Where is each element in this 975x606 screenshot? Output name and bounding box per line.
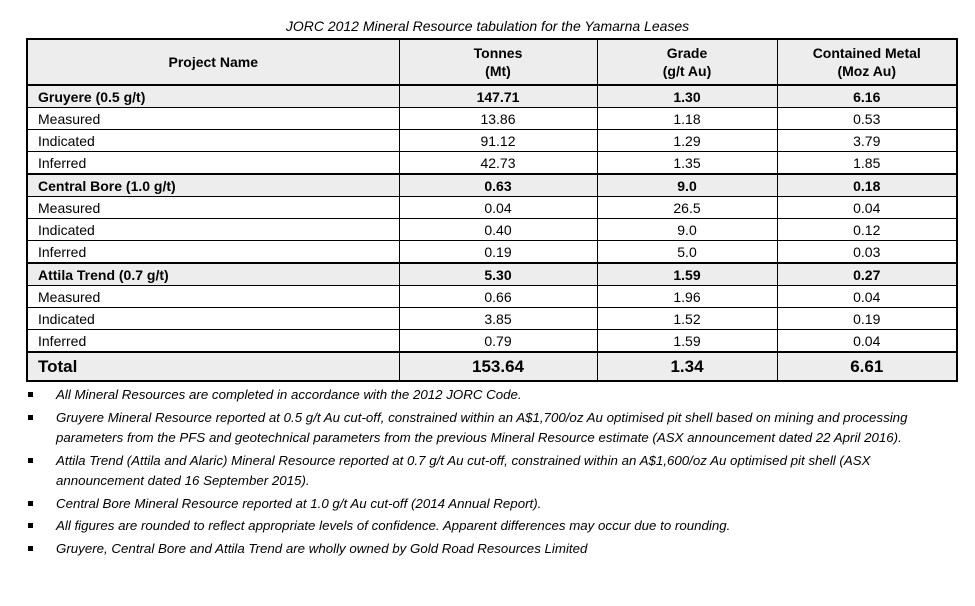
project-name-cell: Measured: [27, 108, 399, 130]
footnote-text: Central Bore Mineral Resource reported at 1.0 g/t Au cut-off (2014 Annual Report).: [56, 495, 542, 511]
grade-cell: 1.29: [597, 130, 777, 152]
table-row: [27, 152, 957, 175]
header-metal-label: Contained Metal: [812, 45, 921, 61]
tonnes-cell: 153.64: [399, 352, 597, 381]
grade-cell: 1.59: [597, 330, 777, 353]
grade-cell: 1.35: [597, 152, 777, 175]
header-grade: [597, 39, 777, 85]
header-tonnes: [399, 39, 597, 85]
tonnes-cell: 0.40: [399, 219, 597, 241]
table-row: [27, 308, 957, 330]
grade-cell: 9.0: [597, 219, 777, 241]
tonnes-cell: 3.85: [399, 308, 597, 330]
tonnes-cell: 13.86: [399, 108, 597, 130]
grade-cell: 9.0: [597, 174, 777, 197]
footnote-text: Gruyere Mineral Resource reported at 0.5 g/t Au cut-off, constrained within an A$1,700/oz Au optimised pit shell based on mining and processing parameters from the PFS and geotechnical parameters from the previous Mineral Resource estimate (ASX announcement dated 22 April 2016).: [56, 409, 908, 445]
header-grade-unit: (g/t Au): [662, 63, 712, 79]
grade-cell: 1.30: [597, 85, 777, 108]
tonnes-cell: 0.19: [399, 241, 597, 264]
table-row: [27, 219, 957, 241]
footnotes-list: [26, 385, 961, 561]
grade-cell: 1.96: [597, 286, 777, 308]
group-summary-row: [27, 174, 957, 197]
grade-cell: 1.34: [597, 352, 777, 381]
grade-cell: 5.0: [597, 241, 777, 264]
table-body: [27, 85, 957, 381]
contained-metal-cell: 0.18: [777, 174, 957, 197]
group-summary-row: [27, 263, 957, 286]
tonnes-cell: 0.66: [399, 286, 597, 308]
table-caption: JORC 2012 Mineral Resource tabulation for the Yamarna Leases: [285, 18, 690, 34]
contained-metal-cell: 0.04: [777, 286, 957, 308]
contained-metal-cell: 0.04: [777, 197, 957, 219]
tonnes-cell: 0.04: [399, 197, 597, 219]
tonnes-cell: 5.30: [399, 263, 597, 286]
contained-metal-cell: 0.19: [777, 308, 957, 330]
project-name-cell: Inferred: [27, 241, 399, 264]
table-row: [27, 241, 957, 264]
grade-cell: 1.18: [597, 108, 777, 130]
footnote-item: [26, 408, 961, 449]
project-name-cell: Gruyere (0.5 g/t): [27, 85, 399, 108]
header-contained-metal: [777, 39, 957, 85]
tonnes-cell: 0.79: [399, 330, 597, 353]
square-bullet-icon: [28, 415, 33, 420]
project-name-cell: Indicated: [27, 130, 399, 152]
square-bullet-icon: [28, 458, 33, 463]
footnote-text: Attila Trend (Attila and Alaric) Mineral Resource reported at 0.7 g/t Au cut-off, constrained within an A$1,600/oz Au optimised pit shell (ASX announcement dated 16 September 2015).: [56, 452, 871, 488]
grade-cell: 26.5: [597, 197, 777, 219]
table-row: [27, 197, 957, 219]
header-project-name: Project Name: [27, 39, 399, 85]
table-row: [27, 130, 957, 152]
tonnes-cell: 91.12: [399, 130, 597, 152]
footnote-item: [26, 516, 961, 537]
square-bullet-icon: [28, 501, 33, 506]
table-row: [27, 286, 957, 308]
table-row: [27, 330, 957, 353]
header-row: [27, 39, 957, 85]
contained-metal-cell: 3.79: [777, 130, 957, 152]
project-name-cell: Indicated: [27, 219, 399, 241]
footnote-item: [26, 494, 961, 515]
grade-cell: 1.59: [597, 263, 777, 286]
header-grade-label: Grade: [666, 45, 708, 61]
contained-metal-cell: 0.12: [777, 219, 957, 241]
project-name-cell: Indicated: [27, 308, 399, 330]
tonnes-cell: 147.71: [399, 85, 597, 108]
footnote-text: Gruyere, Central Bore and Attila Trend are wholly owned by Gold Road Resources Limited: [56, 540, 588, 556]
mineral-resource-table: [26, 38, 958, 382]
project-name-cell: Measured: [27, 286, 399, 308]
square-bullet-icon: [28, 523, 33, 528]
header-metal-unit: (Moz Au): [837, 63, 897, 79]
total-row: [27, 352, 957, 381]
square-bullet-icon: [28, 392, 33, 397]
contained-metal-cell: 6.16: [777, 85, 957, 108]
project-name-cell: Measured: [27, 197, 399, 219]
group-summary-row: [27, 85, 957, 108]
header-tonnes-label: Tonnes: [473, 45, 523, 61]
tonnes-cell: 42.73: [399, 152, 597, 175]
footnote-text: All Mineral Resources are completed in accordance with the 2012 JORC Code.: [56, 387, 522, 402]
project-name-cell: Inferred: [27, 330, 399, 353]
grade-cell: 1.52: [597, 308, 777, 330]
contained-metal-cell: 0.04: [777, 330, 957, 353]
tonnes-cell: 0.63: [399, 174, 597, 197]
contained-metal-cell: 1.85: [777, 152, 957, 175]
contained-metal-cell: 0.03: [777, 241, 957, 264]
footnote-item: [26, 539, 961, 560]
contained-metal-cell: 6.61: [777, 352, 957, 381]
footnote-text: All figures are rounded to reflect appropriate levels of confidence. Apparent differences may occur due to rounding.: [56, 518, 731, 533]
header-tonnes-unit: (Mt): [485, 63, 511, 79]
table-row: [27, 108, 957, 130]
project-name-cell: Attila Trend (0.7 g/t): [27, 263, 399, 286]
project-name-cell: Central Bore (1.0 g/t): [27, 174, 399, 197]
contained-metal-cell: 0.27: [777, 263, 957, 286]
square-bullet-icon: [28, 546, 33, 551]
project-name-cell: Total: [27, 352, 399, 381]
contained-metal-cell: 0.53: [777, 108, 957, 130]
footnote-item: [26, 451, 961, 492]
footnote-item: [26, 385, 961, 406]
project-name-cell: Inferred: [27, 152, 399, 175]
